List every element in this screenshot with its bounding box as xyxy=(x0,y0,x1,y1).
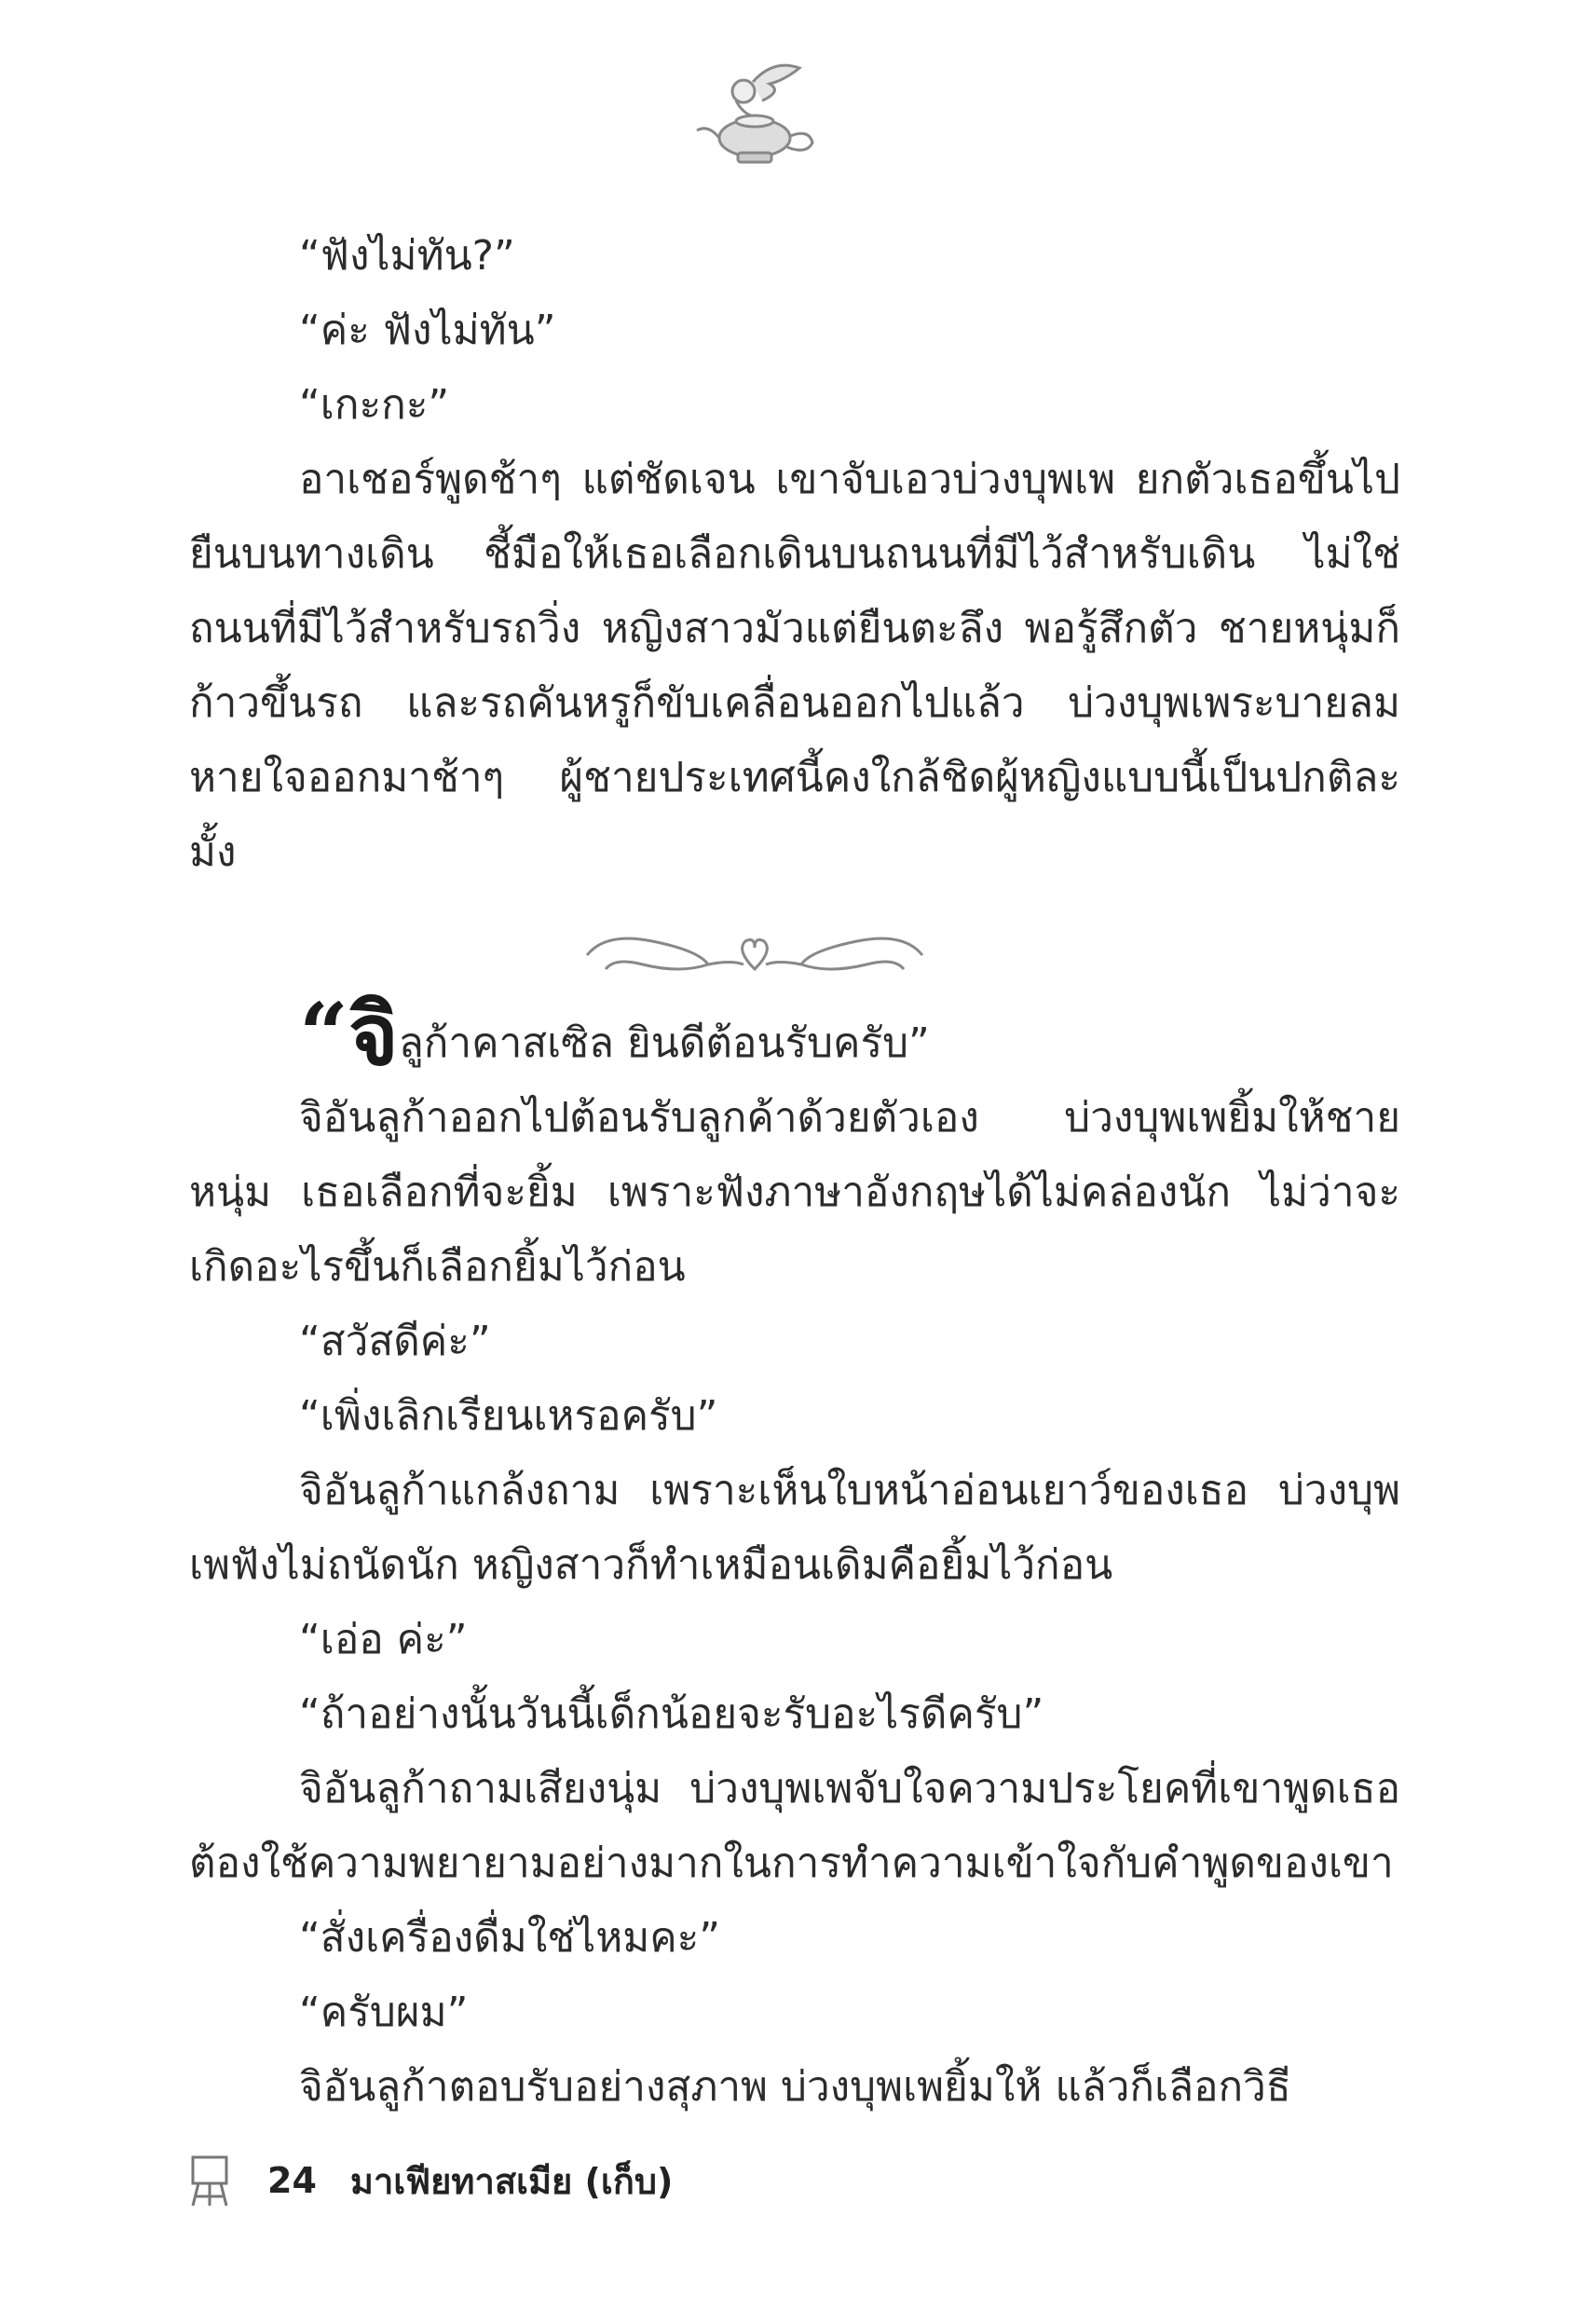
paragraph: จิอันลูก้าออกไปต้อนรับลูกค้าด้วยตัวเอง บ่วงบุพเพยิ้มให้ชายหนุ่ม เธอเลือกที่จะยิ้ม เพราะฟังภาษาอังกฤษได้ไม่คล่องนัก ไม่ว่าจะเกิดอะไรขึ้นก็เลือกยิ้มไว้ก่อน xyxy=(189,1094,1400,1291)
heart-flourish-divider xyxy=(568,918,941,988)
dropcap-rest: ลูก้าคาสเซิล ยินดีต้อนรับครับ” xyxy=(398,1019,930,1067)
easel-icon xyxy=(189,2154,230,2208)
page-footer xyxy=(189,2153,673,2208)
paragraph: จิอันลูก้าแกล้งถาม เพราะเห็นใบหน้าอ่อนเยาว์ของเธอ บ่วงบุพเพฟังไม่ถนัดนัก หญิงสาวก็ทำเหมือนเดิมคือยิ้มไว้ก่อน xyxy=(189,1467,1400,1589)
dialogue-line: “ฟังไม่ทัน?” xyxy=(299,232,515,280)
dropcap-line xyxy=(189,984,1400,1085)
paragraph: อาเชอร์พูดช้าๆ แต่ชัดเจน เขาจับเอวบ่วงบุพเพ ยกตัวเธอขึ้นไปยืนบนทางเดิน ชี้มือให้เธอเลือกเดินบนถนนที่มีไว้สำหรับเดิน ไม่ใช่ถนนที่มีไว้สำหรับรถวิ่ง หญิงสาวมัวแต่ยืนตะลึง พอรู้สึกตัว ชายหนุ่มก็ก้าวขึ้นรถ และรถคันหรูก็ขับเคลื่อนออกไปแล้ว บ่วงบุพเพระบายลมหายใจออกมาช้าๆ ผู้ชายประเทศนี้คงใกล้ชิดผู้หญิงแบบนี้เป็นปกติละมั้ง xyxy=(189,456,1400,876)
text-section-2 xyxy=(189,984,1400,2125)
dialogue-line: “ค่ะ ฟังไม่ทัน” xyxy=(299,307,556,354)
dialogue-line: “สวัสดีค่ะ” xyxy=(299,1318,491,1365)
book-title: มาเฟียทาสเมีย (เก็บ) xyxy=(349,2160,674,2202)
paragraph: จิอันลูก้าถามเสียงนุ่ม บ่วงบุพเพจับใจความประโยคที่เขาพูดเธอต้องใช้ความพยายามอย่างมากในการทำความเข้าใจกับคำพูดของเขา xyxy=(189,1765,1400,1887)
dialogue-line: “เอ่อ ค่ะ” xyxy=(299,1616,468,1663)
dialogue-line: “ครับผม” xyxy=(299,1989,469,2036)
dropcap: “จิ xyxy=(299,984,399,1085)
dialogue-line: “เพิ่งเลิกเรียนเหรอครับ” xyxy=(299,1392,718,1440)
dialogue-line: “ถ้าอย่างนั้นวันนี้เด็กน้อยจะรับอะไรดีครับ” xyxy=(299,1690,1044,1738)
dialogue-line: “เกะกะ” xyxy=(299,381,450,429)
paragraph: จิอันลูก้าตอบรับอย่างสุภาพ บ่วงบุพเพยิ้มให้ แล้วก็เลือกวิธี xyxy=(299,2063,1291,2111)
cherub-teapot-ornament xyxy=(689,54,820,171)
dialogue-line: “สั่งเครื่องดื่มใช่ไหมคะ” xyxy=(299,1914,721,1962)
text-section-1 xyxy=(189,219,1400,890)
page-number: 24 xyxy=(267,2160,317,2201)
